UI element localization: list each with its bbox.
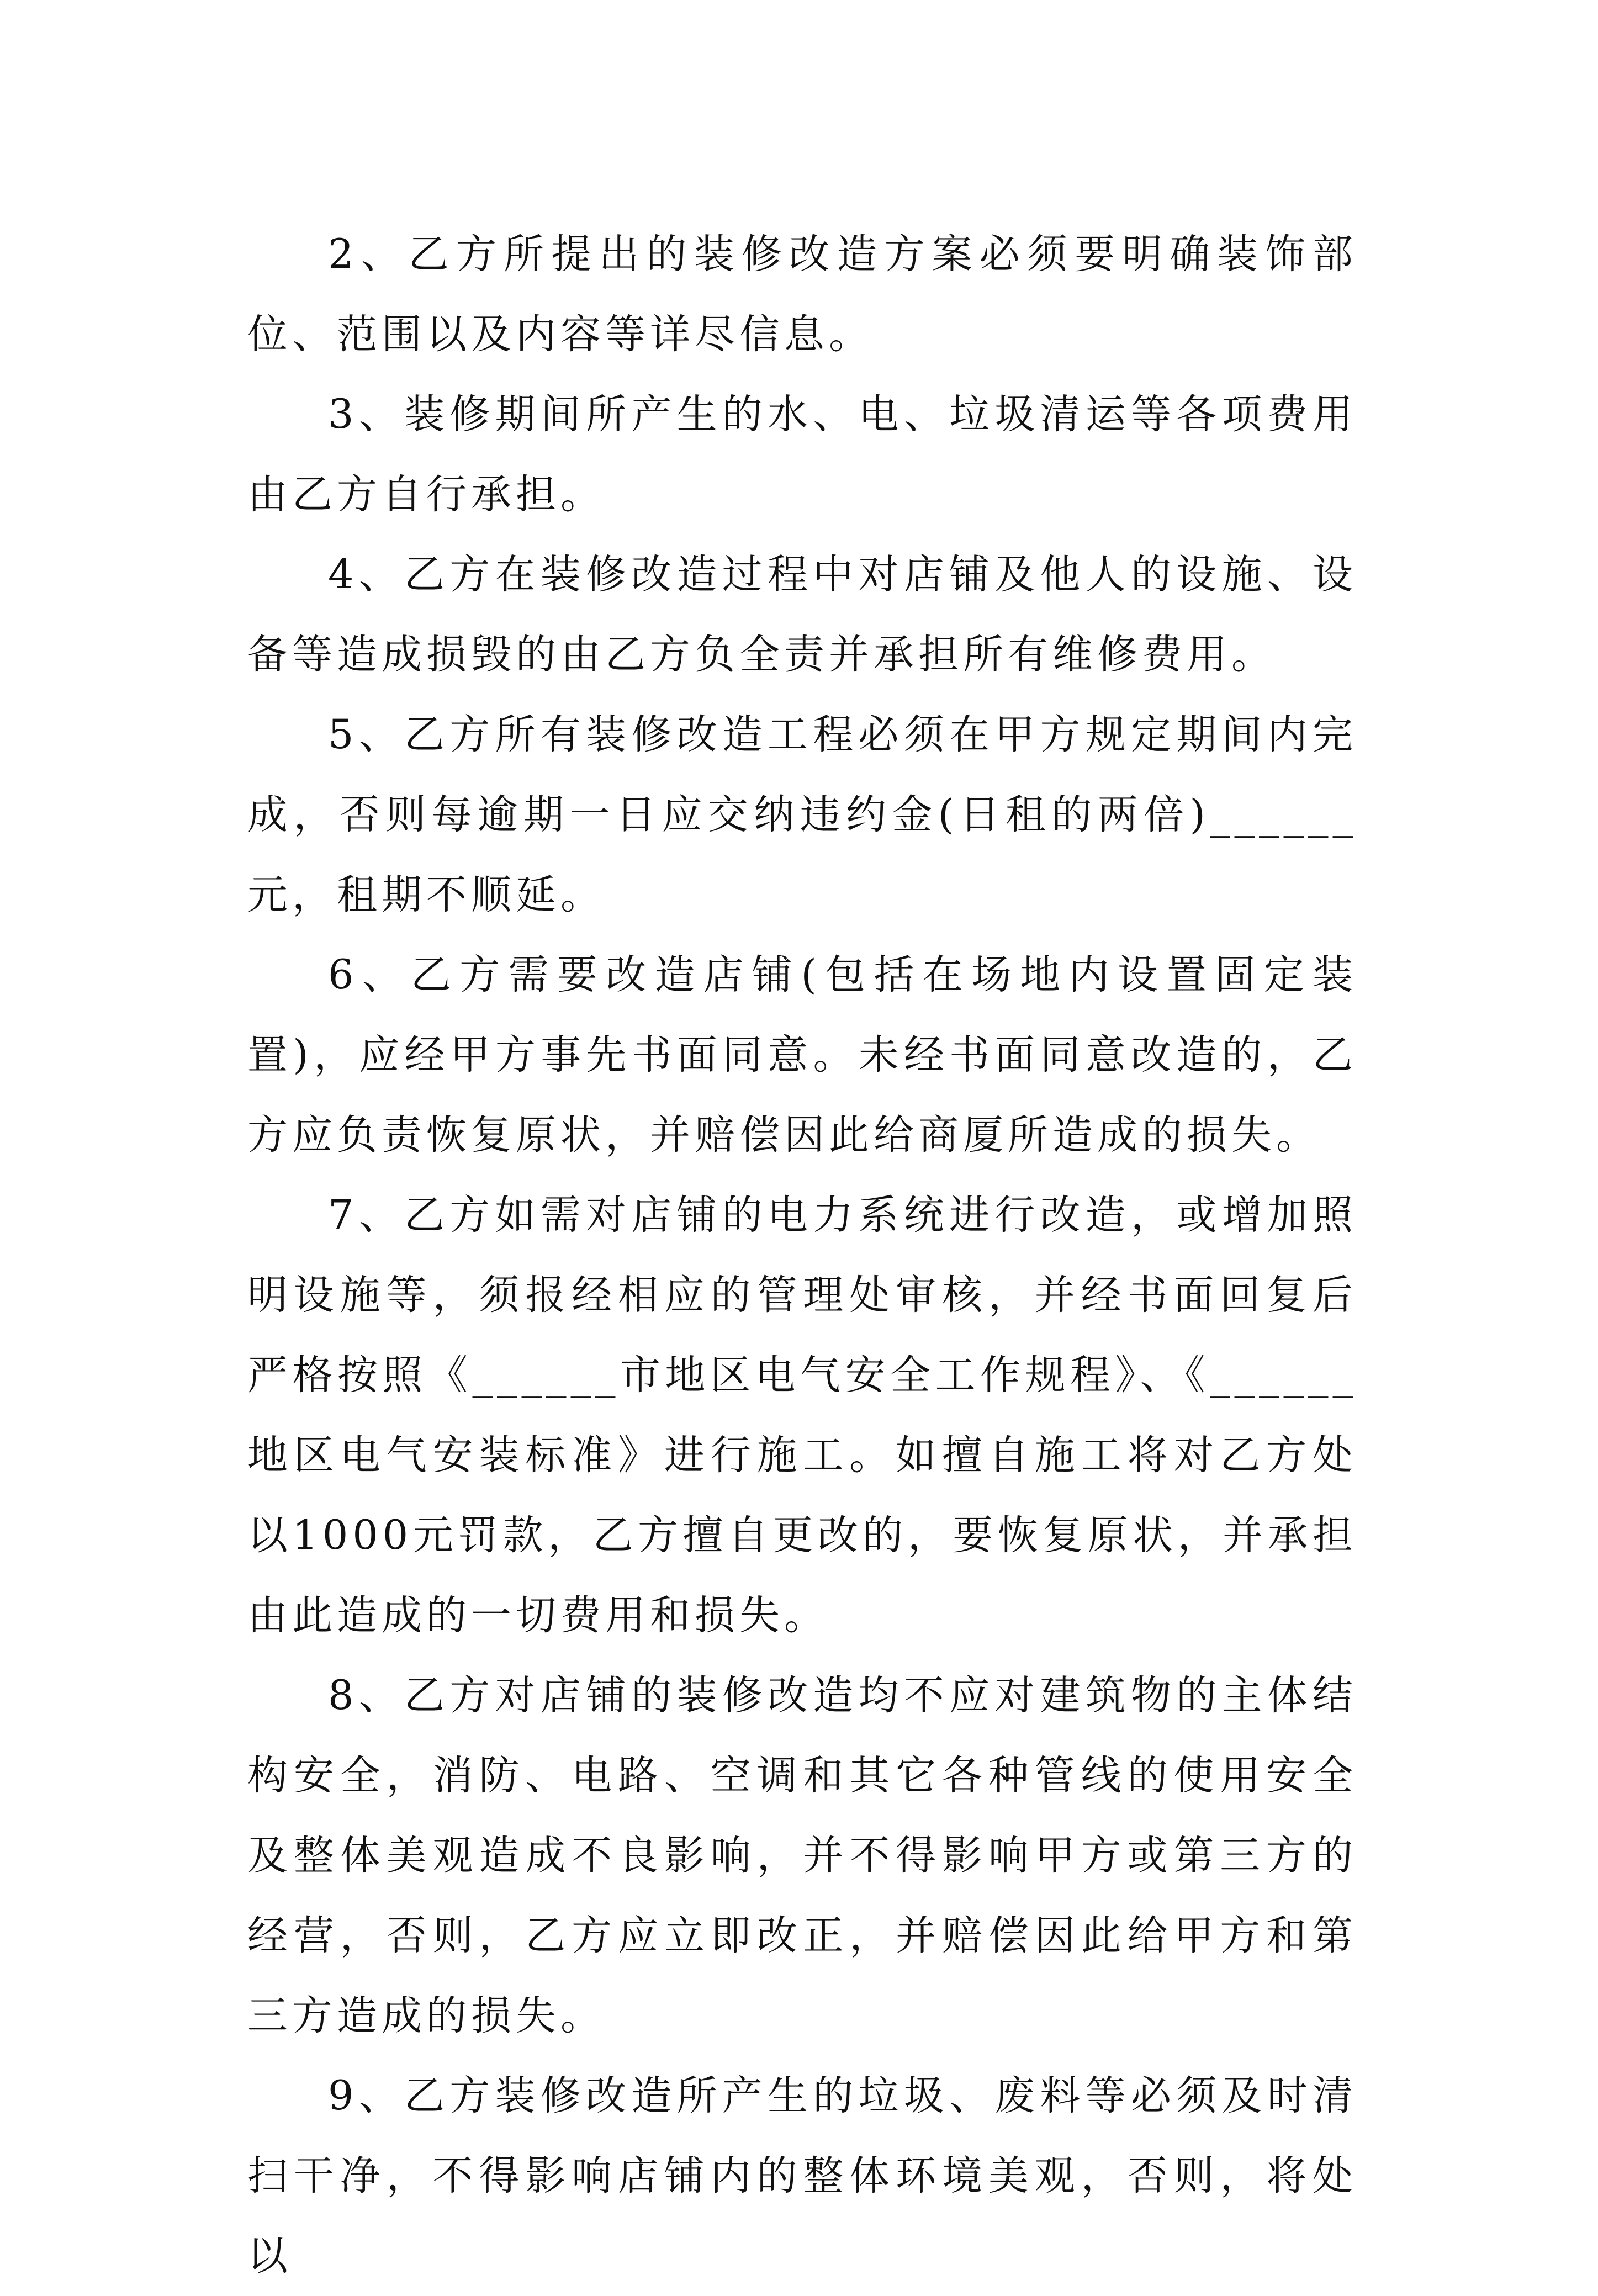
paragraph-clause-2: 2、乙方所提出的装修改造方案必须要明确装饰部位、范围以及内容等详尽信息。 xyxy=(247,231,1357,358)
paragraph-clause-4: 4、乙方在装修改造过程中对店铺及他人的设施、设备等造成损毁的由乙方负全责并承担所有维修费用。 xyxy=(247,551,1357,678)
paragraph-clause-9: 9、乙方装修改造所产生的垃圾、废料等必须及时清扫干净，不得影响店铺内的整体环境美观，否则，将处以 xyxy=(247,2072,1357,2279)
paragraph-clause-7: 7、乙方如需对店铺的电力系统进行改造，或增加照明设施等，须报经相应的管理处审核，并经书面回复后严格按照《______市地区电气安全工作规程》、《______地区电气安装标准》进行施工。如擅自施工将对乙方处以1000元罚款，乙方擅自更改的，要恢复原状，并承担由此造成的一切费用和损失。 xyxy=(247,1192,1357,1639)
document-body xyxy=(247,214,1357,2296)
paragraph-clause-6: 6、乙方需要改造店铺(包括在场地内设置固定装置)，应经甲方事先书面同意。未经书面同意改造的，乙方应负责恢复原状，并赔偿因此给商厦所造成的损失。 xyxy=(247,951,1357,1158)
paragraph-clause-3: 3、装修期间所产生的水、电、垃圾清运等各项费用由乙方自行承担。 xyxy=(247,391,1357,518)
paragraph-clause-8: 8、乙方对店铺的装修改造均不应对建筑物的主体结构安全，消防、电路、空调和其它各种管线的使用安全及整体美观造成不良影响，并不得影响甲方或第三方的经营，否则，乙方应立即改正，并赔偿因此给甲方和第三方造成的损失。 xyxy=(247,1672,1357,2039)
paragraph-clause-5: 5、乙方所有装修改造工程必须在甲方规定期间内完成，否则每逾期一日应交纳违约金(日租的两倍)______元，租期不顺延。 xyxy=(247,711,1357,918)
